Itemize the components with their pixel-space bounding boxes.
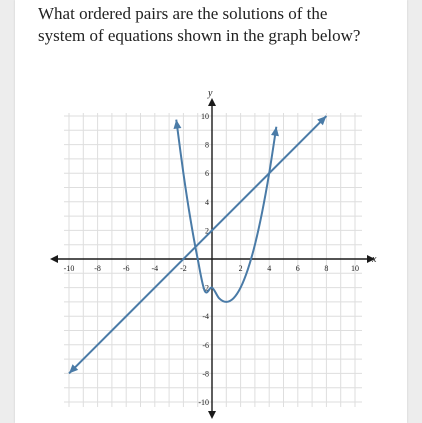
- x-tick-label: 2: [238, 264, 243, 273]
- y-tick-label: -6: [202, 340, 209, 350]
- x-tick-label: 6: [295, 264, 300, 273]
- y-tick-label: 6: [205, 169, 209, 179]
- y-tick-label: 10: [201, 112, 209, 121]
- x-tick-label: -8: [94, 264, 101, 273]
- x-tick-label: -10: [63, 264, 75, 273]
- x-axis-arrow-left: [50, 255, 58, 263]
- y-tick-label: -4: [202, 312, 209, 322]
- y-tick-label: 2: [205, 226, 209, 236]
- y-tick-label: -8: [202, 369, 209, 379]
- parabola-arrow-right: [271, 127, 279, 137]
- x-axis-label: x: [372, 254, 377, 265]
- y-axis-label: y: [208, 88, 213, 99]
- x-tick-label: 10: [351, 264, 359, 273]
- y-tick-label: 4: [205, 197, 209, 207]
- y-axis-arrow-top: [208, 98, 216, 106]
- x-tick-label: -6: [122, 264, 130, 273]
- x-tick-label: 8: [324, 264, 329, 273]
- y-tick-label: -2: [202, 283, 209, 293]
- x-tick-label: -4: [151, 264, 159, 273]
- y-tick-label: 8: [205, 140, 209, 150]
- question-line-2: system of equations shown in the graph below?: [38, 26, 361, 45]
- y-axis-arrow-bottom: [208, 411, 216, 419]
- x-tick-label: -2: [180, 264, 187, 273]
- x-tick-label: 4: [267, 264, 272, 273]
- question-line-1: What ordered pairs are the solutions of the: [38, 4, 328, 23]
- y-tick-label: -10: [198, 398, 209, 407]
- grid-lines: [64, 113, 362, 407]
